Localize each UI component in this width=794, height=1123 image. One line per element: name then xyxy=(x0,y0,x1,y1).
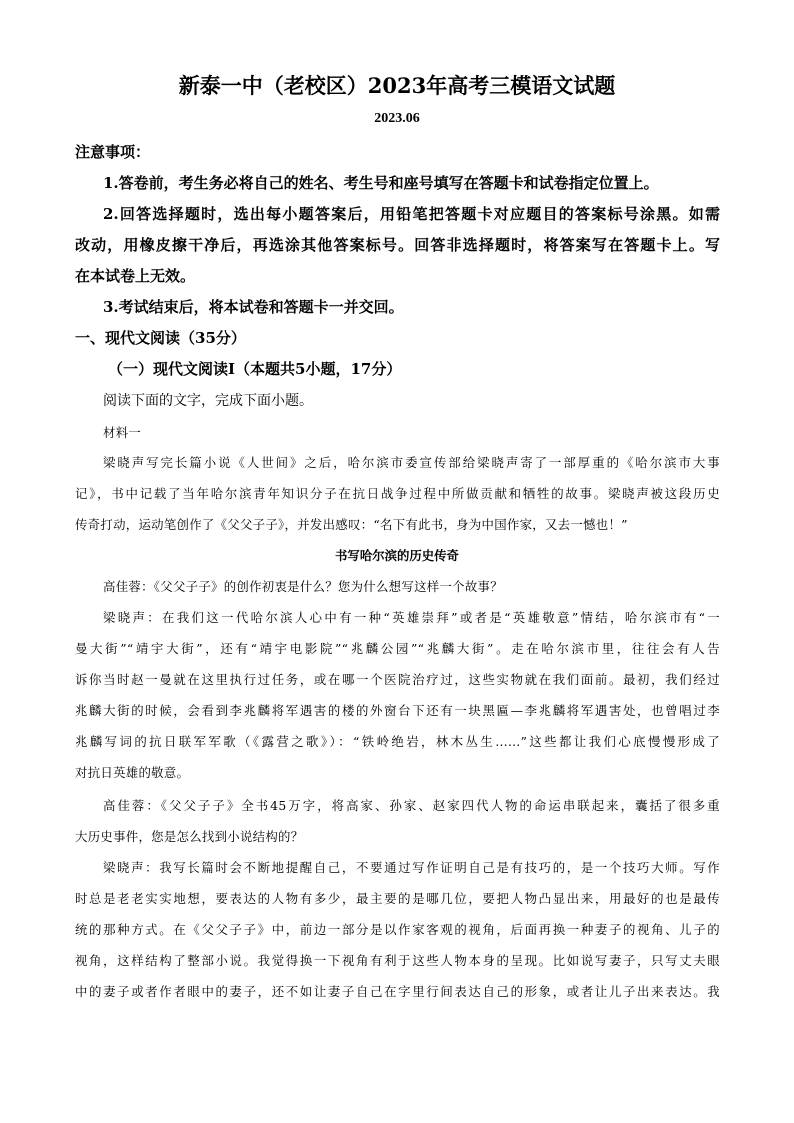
answer-2-line-5: 中的妻子或者作者眼中的妻子，还不如让妻子自己在字里行间表达自己的形象，或者让儿子出来表达。我 xyxy=(75,984,720,999)
question-2-line-1: 高佳蓉：《父父子子》全书45万字，将高家、孙家、赵家四代人物的命运串联起来，囊括了很多重 xyxy=(103,798,720,813)
answer-1-line-4: 兆麟大街的时候，会看到李兆麟将军遇害的楼的外窗台下还有一块黑匾—李兆麟将军遇害处，也曾唱过李 xyxy=(75,703,720,718)
notice-heading: 注意事项： xyxy=(75,143,151,161)
question-2-line-2: 大历史事件，您是怎么找到小说结构的？ xyxy=(75,829,304,844)
answer-1-line-6: 对抗日英雄的敬意。 xyxy=(75,765,190,780)
notice-item-2-line-2: 改动，用橡皮擦干净后，再选涂其他答案标号。回答非选择题时，将答案写在答题卡上。写 xyxy=(75,236,720,254)
answer-1-line-2: 曼大街”“靖宇大街”，还有“靖宇电影院”“兆麟公园”“兆麟大街”。走在哈尔滨市里，往往会有人告 xyxy=(75,641,720,656)
intro-line-1: 梁晓声写完长篇小说《人世间》之后，哈尔滨市委宣传部给梁晓声寄了一部厚重的《哈尔滨市大事 xyxy=(103,455,720,470)
notice-item-2-line-1: 2.回答选择题时，选出每小题答案后，用铅笔把答题卡对应题目的答案标号涂黑。如需 xyxy=(103,205,720,223)
answer-2-line-2: 时总是老老实实地想，要表达的人物有多少，最主要的是哪几位，要把人物凸显出来，用最好的也是最传 xyxy=(75,891,720,906)
material-label: 材料一 xyxy=(103,425,142,440)
answer-1-line-1: 梁晓声：在我们这一代哈尔滨人心中有一种“英雄崇拜”或者是“英雄敬意”情结，哈尔滨市有“一 xyxy=(103,610,720,625)
exam-title: 新泰一中（老校区）2023年高考三模语文试题 xyxy=(178,73,616,98)
answer-1-line-3: 诉你当时赵一曼就在这里执行过任务，或在哪一个医院治疗过，这些实物就在我们面前。最初，我们经过 xyxy=(75,672,720,687)
section-heading: 一、现代文阅读（35分） xyxy=(75,329,246,347)
intro-line-3: 传奇打动，运动笔创作了《父父子子》，并发出感叹：“名下有此书，身为中国作家，又去一憾也！” xyxy=(75,517,628,532)
sub-section-heading: （一）现代文阅读Ⅰ（本题共5小题，17分） xyxy=(108,360,402,378)
notice-item-1: 1.答卷前，考生务必将自己的姓名、考生号和座号填写在答题卡和试卷指定位置上。 xyxy=(103,174,659,192)
intro-line-2: 记》，书中记载了当年哈尔滨青年知识分子在抗日战争过程中所做贡献和牺牲的故事。梁晓声被这段历史 xyxy=(75,486,720,501)
article-title: 书写哈尔滨的历史传奇 xyxy=(335,548,459,563)
notice-item-3: 3.考试结束后，将本试卷和答题卡一并交回。 xyxy=(103,298,404,316)
answer-2-line-1: 梁晓声：我写长篇时会不断地提醒自己，不要通过写作证明自己是有技巧的，是一个技巧大师。写作 xyxy=(103,860,720,875)
answer-2-line-4: 视角，这样结构了整部小说。我觉得换一下视角有利于这些人物本身的呈现。比如说写妻子，只写丈夫眼 xyxy=(75,953,720,968)
answer-1-line-5: 兆麟写词的抗日联军军歌（《露营之歌》）：“铁岭绝岩，林木丛生……”这些都让我们心底慢慢形成了 xyxy=(75,734,720,749)
notice-item-2-line-3: 在本试卷上无效。 xyxy=(75,267,196,285)
answer-2-line-3: 统的那种方式。在《父父子子》中，前边一部分是以作家客观的视角，后面再换一种妻子的视角、儿子的 xyxy=(75,922,720,937)
reading-instruction: 阅读下面的文字，完成下面小题。 xyxy=(103,393,313,409)
question-1: 高佳蓉：《父父子子》的创作初衷是什么？您为什么想写这样一个故事？ xyxy=(103,579,503,594)
exam-date: 2023.06 xyxy=(374,111,420,126)
